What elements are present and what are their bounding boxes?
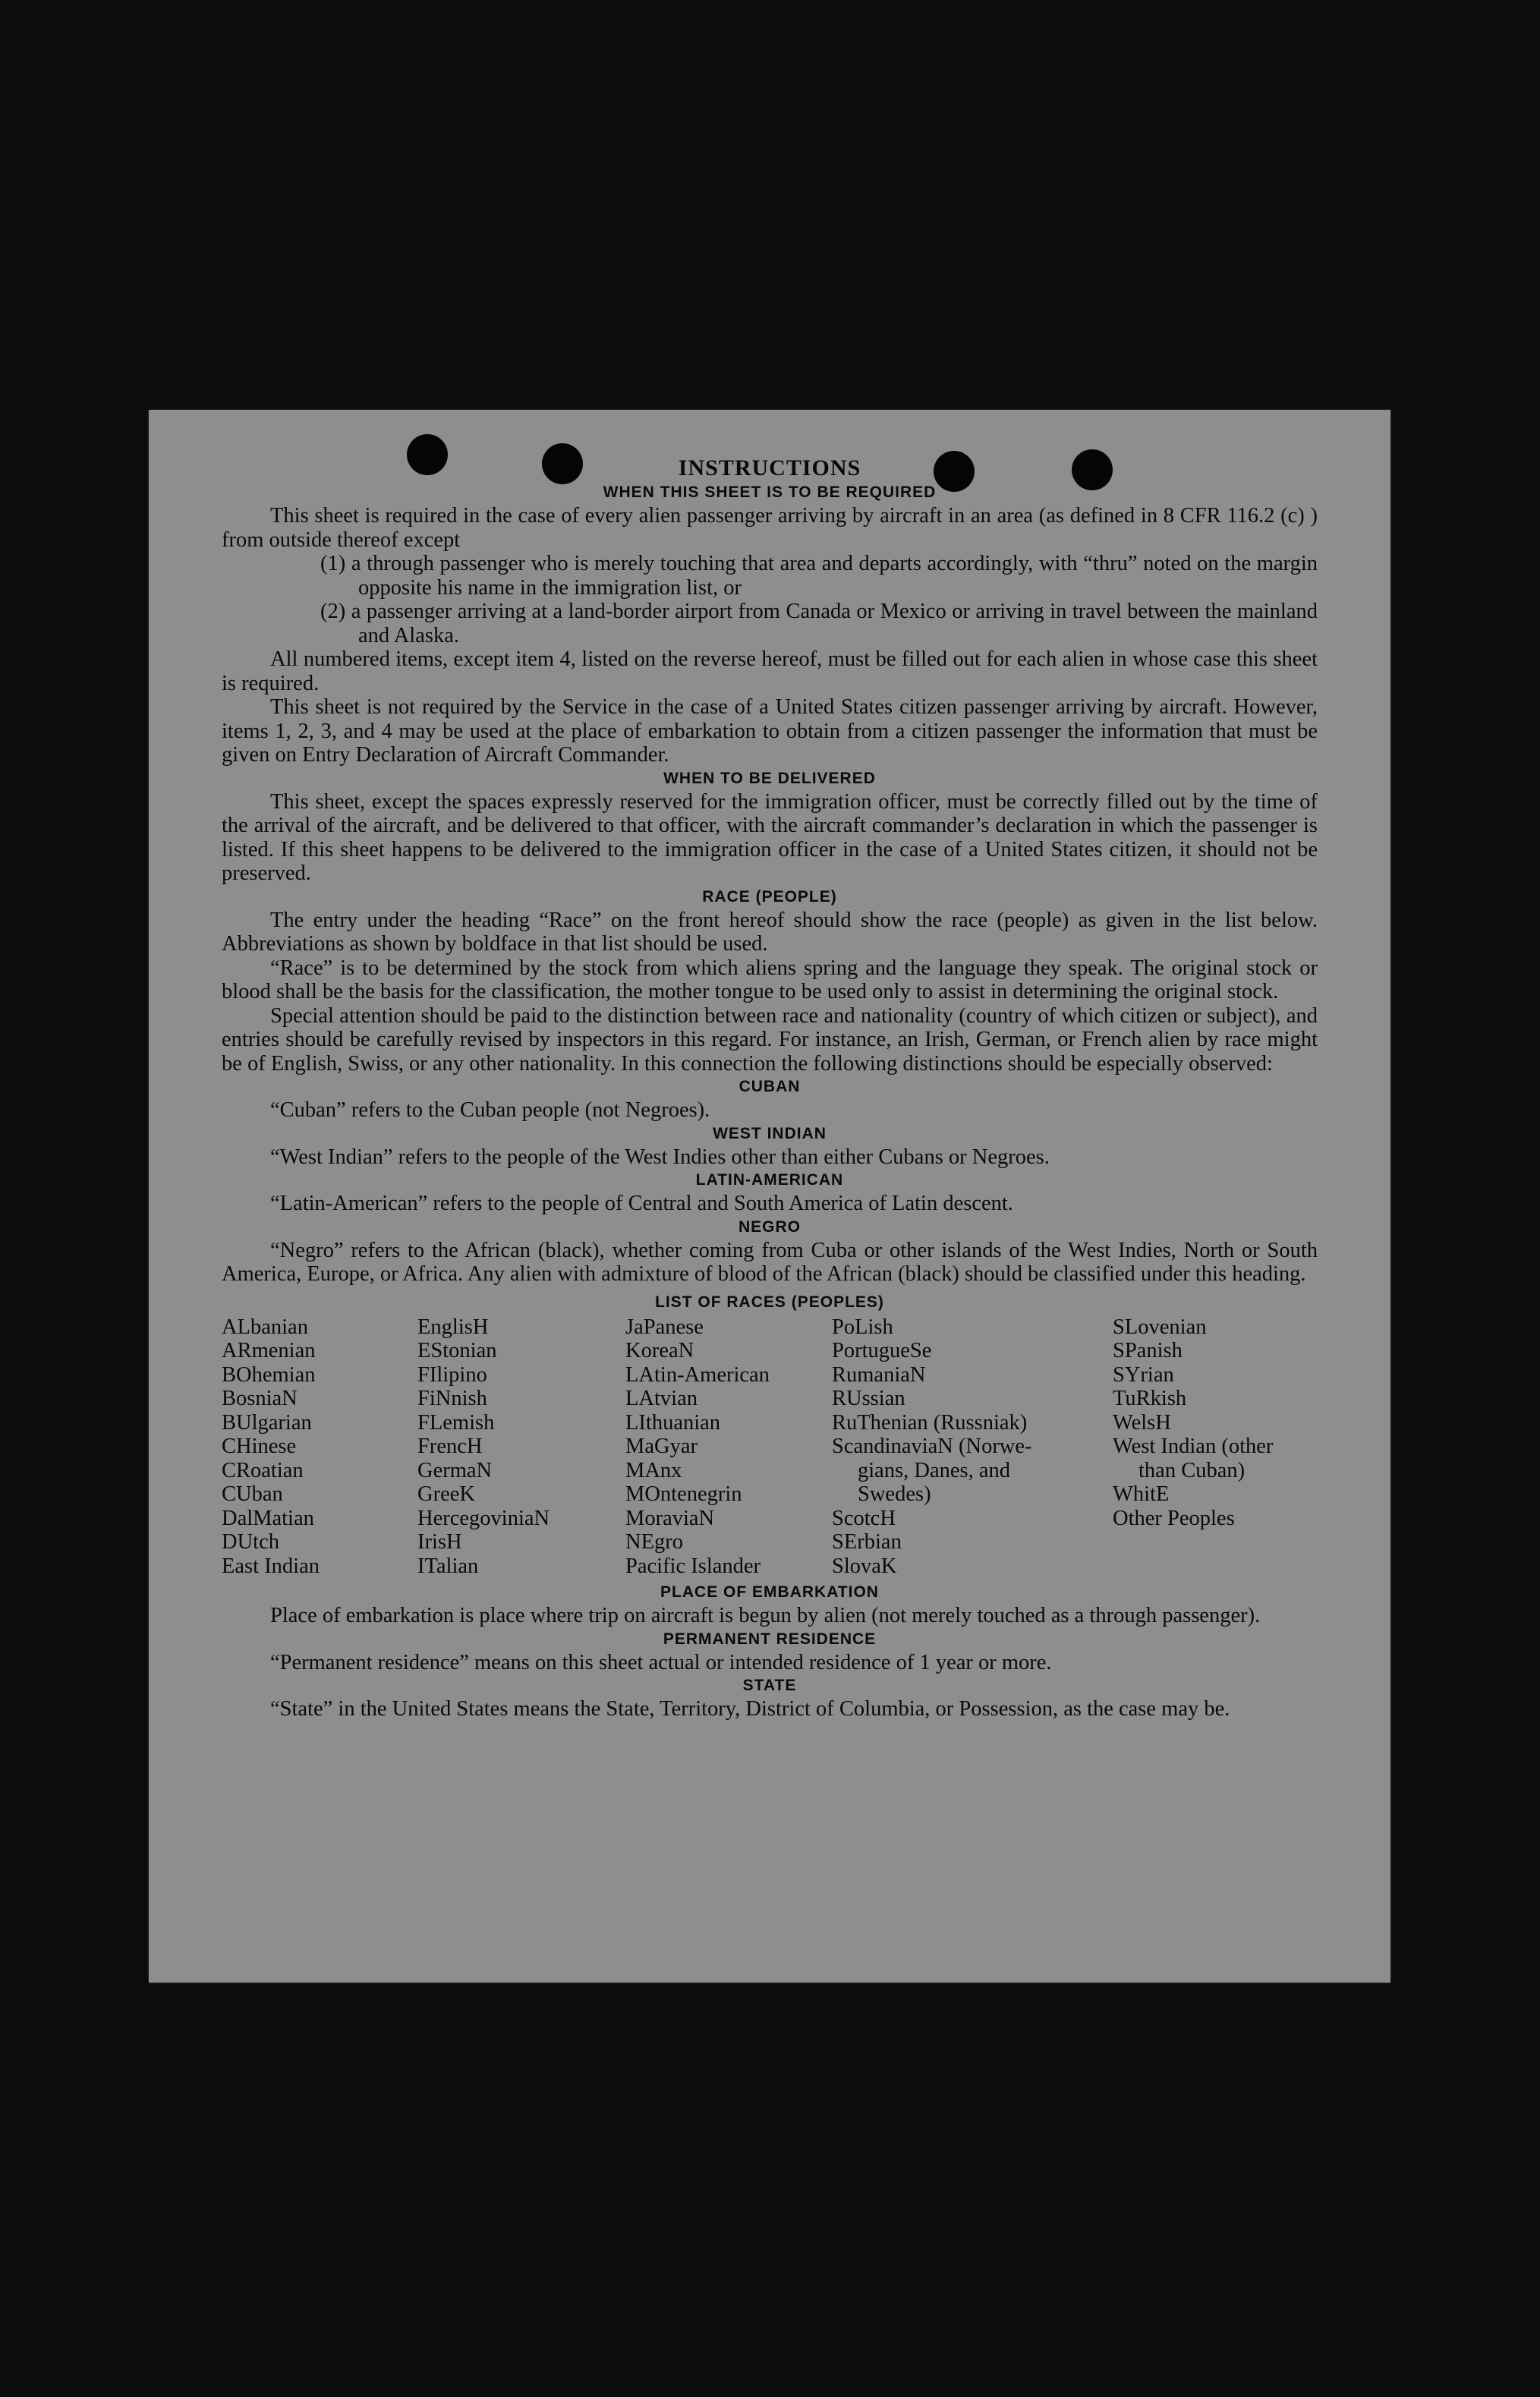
section-heading: WEST INDIAN	[713, 1124, 827, 1142]
section-heading: STATE	[742, 1677, 797, 1694]
paragraph: “Latin-American” refers to the people of Central and South America of Latin descent.	[270, 1192, 1013, 1215]
race-entry: ALbanian	[222, 1315, 308, 1339]
page-title: INSTRUCTIONS	[678, 455, 861, 480]
paragraph: All numbered items, except item 4, listed on the reverse hereof, must be filled out for each alien in whose case this sheet is required.	[222, 647, 1318, 695]
paragraph: “Negro” refers to the African (black), whether coming from Cuba or other islands of the West Indies, North or South America, Europe, or Africa. Any alien with admixture of blood of the African (black) should be classified under this heading.	[222, 1238, 1318, 1286]
paragraph: Special attention should be paid to the distinction between race and nationality (country of which citizen or subject), and entries should be carefully revised by inspectors in this regard. For instance, an Irish, German, or French alien by race might be of English, Swiss, or any other nationality. In this connection the following distinctions should be especially observed:	[222, 1003, 1318, 1076]
race-column	[417, 1315, 625, 1579]
section-heading: RACE (PEOPLE)	[702, 887, 837, 906]
race-entry: NEgro	[625, 1530, 683, 1554]
race-entry: LAtvian	[625, 1387, 698, 1410]
section-heading: LATIN-AMERICAN	[695, 1171, 844, 1189]
race-entry: gians, Danes, and	[858, 1458, 1011, 1482]
race-entry: LAtin-American	[625, 1362, 770, 1387]
race-column	[625, 1315, 832, 1579]
paragraph: “Race” is to be determined by the stock from which aliens spring and the language they speak. The original stock or blood shall be the basis for the classification, the mother tongue to be used only to assist in determining the original stock.	[222, 956, 1318, 1003]
paragraph: This sheet, except the spaces expressly reserved for the immigration officer, must be correctly filled out by the time of the arrival of the aircraft, and be delivered to that officer, with the aircraft commander’s declaration in which the passenger is listed. If this sheet happens to be delivered to the immigration officer in the case of a United States citizen, it should not be preserved.	[222, 789, 1318, 885]
race-entry: BUlgarian	[222, 1410, 312, 1435]
race-entry: Other Peoples	[1113, 1506, 1235, 1530]
race-column	[1113, 1315, 1318, 1579]
race-entry: ScandinaviaN (Norwe-	[832, 1435, 1032, 1458]
paragraph: “Cuban” refers to the Cuban people (not Negroes).	[270, 1098, 710, 1122]
race-entry: RumaniaN	[832, 1362, 926, 1387]
race-entry: TuRkish	[1113, 1387, 1187, 1410]
section-heading: PLACE OF EMBARKATION	[660, 1583, 879, 1601]
race-entry: West Indian (other	[1113, 1435, 1274, 1458]
race-entry: DUtch	[222, 1530, 279, 1554]
document-sheet	[149, 410, 1390, 1983]
race-entry: FiNnish	[417, 1387, 487, 1410]
race-entry: SErbian	[832, 1530, 902, 1554]
section-heading: WHEN THIS SHEET IS TO BE REQUIRED	[603, 483, 937, 501]
list-item: (1) a through passenger who is merely touching that area and departs accordingly, with “thru” noted on the margin opposite his name in the immigration list, or	[320, 552, 1318, 600]
race-entry: MAnx	[625, 1458, 682, 1482]
race-entry: SlovaK	[832, 1554, 897, 1578]
paragraph: “West Indian” refers to the people of the West Indies other than either Cubans or Negroes.	[270, 1145, 1050, 1169]
race-entry: SPanish	[1113, 1339, 1183, 1362]
list-item: (2) a passenger arriving at a land-border airport from Canada or Mexico or arriving in travel between the mainland and Alaska.	[320, 600, 1318, 647]
race-entry: KoreaN	[625, 1339, 694, 1362]
race-entry: LIthuanian	[625, 1410, 721, 1435]
race-entry: FrencH	[417, 1435, 483, 1458]
section-heading: CUBAN	[739, 1078, 801, 1095]
race-entry: East Indian	[222, 1554, 320, 1578]
instructions-content	[222, 455, 1318, 1721]
race-entry: Swedes)	[858, 1482, 931, 1506]
section-heading: LIST OF RACES (PEOPLES)	[655, 1293, 884, 1311]
race-entry: ScotcH	[832, 1506, 896, 1530]
race-entry: JaPanese	[625, 1315, 704, 1339]
race-column	[222, 1315, 417, 1579]
race-entry: GreeK	[417, 1482, 475, 1506]
race-entry: BOhemian	[222, 1362, 316, 1387]
race-entry: CRoatian	[222, 1458, 304, 1482]
race-entry: BosniaN	[222, 1387, 298, 1410]
race-entry: Pacific Islander	[625, 1554, 761, 1578]
race-entry: CUban	[222, 1482, 283, 1506]
race-entry: RUssian	[832, 1387, 905, 1410]
race-entry: HercegoviniaN	[417, 1506, 550, 1530]
races-list	[222, 1315, 1318, 1579]
paragraph: Place of embarkation is place where trip on aircraft is begun by alien (not merely touched as a through passenger).	[270, 1604, 1261, 1627]
race-entry: DalMatian	[222, 1506, 314, 1530]
section-heading: NEGRO	[738, 1217, 801, 1236]
section-heading: WHEN TO BE DELIVERED	[663, 769, 876, 787]
race-entry: EStonian	[417, 1339, 497, 1362]
paragraph: The entry under the heading “Race” on the front hereof should show the race (people) as given in the list below. Abbreviations as shown by boldface in that list should be used.	[222, 908, 1318, 956]
race-entry: MaGyar	[625, 1435, 698, 1458]
race-column	[832, 1315, 1113, 1579]
race-entry: PortugueSe	[832, 1339, 932, 1362]
race-entry: GermaN	[417, 1458, 493, 1482]
race-entry: SLovenian	[1113, 1315, 1207, 1339]
paragraph: This sheet is required in the case of every alien passenger arriving by aircraft in an area (as defined in 8 CFR 116.2 (c) ) from outside thereof except	[222, 504, 1318, 552]
race-entry: WelsH	[1113, 1410, 1171, 1435]
race-entry: PoLish	[832, 1315, 893, 1339]
race-entry: than Cuban)	[1138, 1458, 1246, 1482]
race-entry: MOntenegrin	[625, 1482, 742, 1506]
race-entry: FIlipino	[417, 1362, 487, 1387]
paragraph: “Permanent residence” means on this sheet actual or intended residence of 1 year or more.	[270, 1650, 1052, 1674]
race-entry: MoraviaN	[625, 1506, 715, 1530]
section-heading: PERMANENT RESIDENCE	[663, 1630, 877, 1648]
race-entry: SYrian	[1113, 1362, 1174, 1387]
race-entry: ARmenian	[222, 1339, 316, 1362]
race-entry: ITalian	[417, 1554, 479, 1578]
paragraph: “State” in the United States means the State, Territory, District of Columbia, or Possession, as the case may be.	[270, 1697, 1230, 1721]
race-entry: RuThenian (Russniak)	[832, 1410, 1028, 1435]
race-entry: IrisH	[417, 1530, 462, 1554]
race-entry: WhitE	[1113, 1482, 1170, 1506]
race-entry: FLemish	[417, 1410, 495, 1435]
race-entry: CHinese	[222, 1435, 297, 1458]
race-entry: EnglisH	[417, 1315, 489, 1339]
paragraph: This sheet is not required by the Service in the case of a United States citizen passenger arriving by aircraft. However, items 1, 2, 3, and 4 may be used at the place of embarkation to obtain from a citizen passenger the information that must be given on Entry Declaration of Aircraft Commander.	[222, 695, 1318, 767]
